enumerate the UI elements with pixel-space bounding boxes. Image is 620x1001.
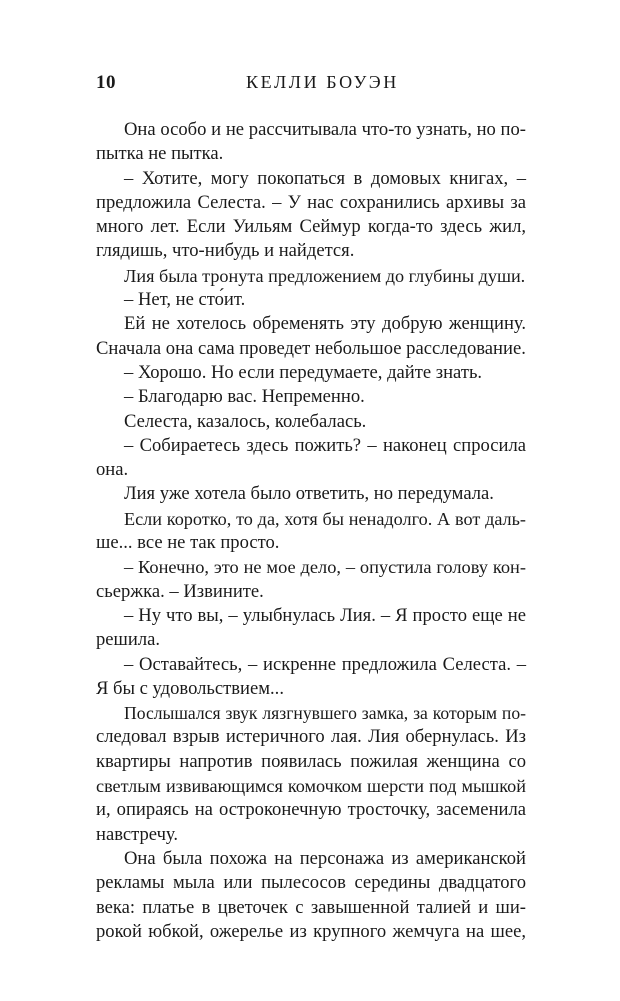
text-line: рокой юбкой, ожерелье из крупного жемчуга на шее,	[96, 920, 526, 942]
running-head-author: КЕЛЛИ БОУЭН	[246, 72, 399, 92]
text-line: она.	[96, 459, 129, 481]
text-line: пытка не пытка.	[96, 143, 224, 165]
text-line: Послышался звук лязгнувшего замка, за которым по-	[124, 703, 526, 724]
page-number: 10	[96, 72, 116, 93]
text-line: следовал взрыв истеричного лая. Лия обернулась. Из	[96, 726, 526, 748]
text-line: – Собираетесь здесь пожить? – наконец спросила	[124, 434, 526, 456]
text-line: – Оставайтесь, – искренне предложила Селеста. –	[124, 653, 526, 675]
text-line: Лия уже хотела было ответить, но передумала.	[124, 483, 494, 505]
text-line: сьержка. – Извините.	[96, 580, 264, 602]
text-line: глядишь, что-нибудь и найдется.	[96, 240, 355, 262]
text-line: Селеста, казалось, колебалась.	[124, 410, 367, 432]
text-line: века: платье в цветочек с завышенной талией и ши-	[96, 896, 526, 918]
text-line: Если коротко, то да, хотя бы ненадолго. А вот даль-	[124, 508, 526, 529]
text-line: светлым извивающимся комочком шерсти под мышкой	[96, 776, 526, 797]
text-line: Она была похожа на персонажа из американской	[124, 847, 526, 869]
text-line: Лия была тронута предложением до глубины души.	[124, 265, 526, 286]
text-line: – Нет, не сто́ит.	[124, 289, 246, 311]
text-line: Я бы с удовольствием...	[96, 677, 284, 699]
text-line: решила.	[96, 629, 160, 651]
text-line: – Конечно, это не мое дело, – опустила голову кон-	[124, 557, 526, 578]
text-line: предложила Селеста. – У нас сохранились архивы за	[96, 191, 526, 213]
text-line: – Хорошо. Но если передумаете, дайте знать.	[124, 361, 483, 383]
text-line: ше... все не так просто.	[96, 532, 280, 554]
text-line: – Благодарю вас. Непременно.	[124, 386, 365, 408]
text-line: навстречу.	[96, 823, 179, 845]
text-line: Сначала она сама проведет небольшое расследование.	[96, 337, 526, 359]
text-line: квартиры напротив появилась пожилая женщина со	[96, 750, 526, 772]
text-line: рекламы мыла или пылесосов середины двадцатого	[96, 872, 526, 894]
text-line: и, опираясь на остроконечную тросточку, засеменила	[96, 799, 526, 821]
text-line: много лет. Если Уильям Сеймур когда-то здесь жил,	[96, 216, 526, 238]
text-line: Ей не хотелось обременять эту добрую женщину.	[124, 313, 526, 335]
text-line: – Ну что вы, – улыбнулась Лия. – Я просто еще не	[124, 604, 526, 626]
body-text	[96, 118, 526, 944]
running-head	[96, 72, 526, 96]
text-line: Она особо и не рассчитывала что-то узнать, но по-	[124, 119, 526, 140]
text-line: – Хотите, могу покопаться в домовых книгах, –	[124, 167, 526, 189]
